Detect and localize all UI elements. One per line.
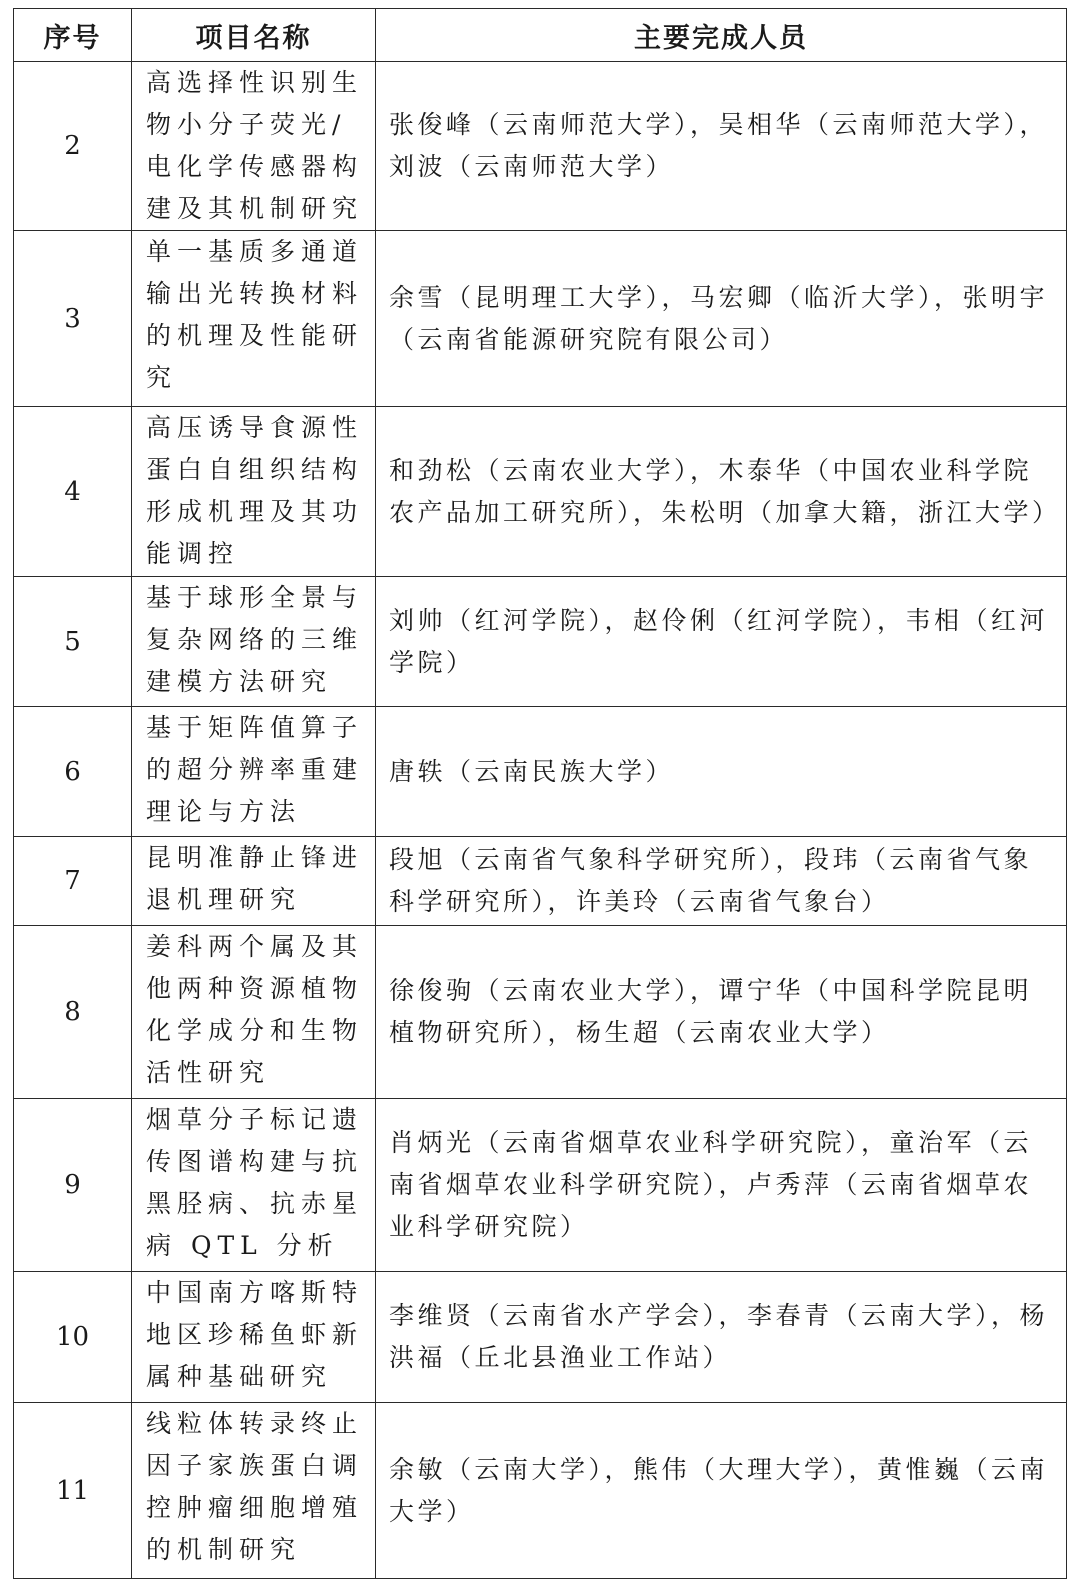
row-seq: 7 [14,837,132,926]
row-main-personnel: 肖炳光（云南省烟草农业科学研究院），童治军（云南省烟草农业科学研究院），卢秀萍（云南省烟草农业科学研究院） [376,1099,1067,1272]
project-name-line: 烟草分子标记遗 [146,1105,364,1134]
row-project-name [132,577,376,707]
project-name-line: 究 [146,363,178,392]
project-name-line: 线粒体转录终止 [146,1409,364,1438]
row-seq: 2 [14,62,132,231]
project-name-line: 的机理及性能研 [146,321,364,350]
project-name-line: 建及其机制研究 [146,194,364,223]
row-project-name [132,1099,376,1272]
project-name-line: 电化学传感器构 [146,152,364,181]
project-name-line: 形成机理及其功 [146,497,364,526]
project-name-line: 基于球形全景与 [146,583,364,612]
project-name-line: 蛋白自组织结构 [146,455,364,484]
row-main-personnel: 段旭（云南省气象科学研究所），段玮（云南省气象科学研究所），许美玲（云南省气象台） [376,837,1067,926]
project-name-line: 中国南方喀斯特 [146,1278,364,1307]
row-project-name [132,231,376,407]
award-table-container [13,8,1066,1579]
header-name: 项目名称 [132,9,376,62]
project-name-line: 的超分辨率重建 [146,755,364,784]
table-row [14,837,1067,926]
row-seq: 10 [14,1272,132,1403]
table-row [14,231,1067,407]
table-header [14,9,1067,62]
row-main-personnel: 徐俊驹（云南农业大学），谭宁华（中国科学院昆明植物研究所），杨生超（云南农业大学） [376,926,1067,1099]
row-main-personnel: 余雪（昆明理工大学），马宏卿（临沂大学），张明宇（云南省能源研究院有限公司） [376,231,1067,407]
row-main-personnel: 张俊峰（云南师范大学），吴相华（云南师范大学），刘波（云南师范大学） [376,62,1067,231]
project-name-line: 输出光转换材料 [146,279,364,308]
project-name-line: 的机制研究 [146,1535,302,1564]
row-main-personnel: 唐轶（云南民族大学） [376,707,1067,837]
row-seq: 4 [14,407,132,577]
project-name-line: 传图谱构建与抗 [146,1147,364,1176]
row-seq: 11 [14,1403,132,1579]
row-project-name [132,1272,376,1403]
table-row [14,707,1067,837]
project-name-line: 理论与方法 [146,797,302,826]
row-seq: 6 [14,707,132,837]
project-name-line: 病 QTL 分析 [146,1231,339,1260]
project-name-line: 地区珍稀鱼虾新 [146,1320,364,1349]
row-project-name [132,1403,376,1579]
row-seq: 9 [14,1099,132,1272]
table-body [14,62,1067,1579]
table-row [14,62,1067,231]
header-people: 主要完成人员 [376,9,1067,62]
project-name-line: 昆明准静止锋进 [146,843,364,872]
row-seq: 3 [14,231,132,407]
header-row [14,9,1067,62]
table-row [14,577,1067,707]
project-name-line: 活性研究 [146,1058,271,1087]
project-name-line: 姜科两个属及其 [146,932,364,961]
project-name-line: 建模方法研究 [146,667,333,696]
row-project-name [132,707,376,837]
project-name-line: 物小分子荧光/ [146,110,347,139]
project-name-line: 属种基础研究 [146,1362,333,1391]
table-row [14,407,1067,577]
row-main-personnel: 余敏（云南大学），熊伟（大理大学），黄惟巍（云南大学） [376,1403,1067,1579]
project-name-line: 他两种资源植物 [146,974,364,1003]
row-main-personnel: 刘帅（红河学院），赵伶俐（红河学院），韦相（红河学院） [376,577,1067,707]
project-name-line: 退机理研究 [146,885,302,914]
project-name-line: 因子家族蛋白调 [146,1451,364,1480]
row-seq: 8 [14,926,132,1099]
row-project-name [132,837,376,926]
project-name-line: 高选择性识别生 [146,68,364,97]
award-table [13,8,1067,1579]
project-name-line: 能调控 [146,539,240,568]
table-row [14,926,1067,1099]
row-main-personnel: 李维贤（云南省水产学会），李春青（云南大学），杨洪福（丘北县渔业工作站） [376,1272,1067,1403]
row-main-personnel: 和劲松（云南农业大学），木泰华（中国农业科学院农产品加工研究所），朱松明（加拿大籍，浙江大学） [376,407,1067,577]
row-project-name [132,926,376,1099]
table-row [14,1272,1067,1403]
table-row [14,1403,1067,1579]
project-name-line: 黑胫病、抗赤星 [146,1189,364,1218]
project-name-line: 高压诱导食源性 [146,413,364,442]
project-name-line: 复杂网络的三维 [146,625,364,654]
table-row [14,1099,1067,1272]
project-name-line: 基于矩阵值算子 [146,713,364,742]
project-name-line: 控肿瘤细胞增殖 [146,1493,364,1522]
project-name-line: 单一基质多通道 [146,237,364,266]
row-project-name [132,407,376,577]
project-name-line: 化学成分和生物 [146,1016,364,1045]
row-project-name [132,62,376,231]
header-seq: 序号 [14,9,132,62]
row-seq: 5 [14,577,132,707]
